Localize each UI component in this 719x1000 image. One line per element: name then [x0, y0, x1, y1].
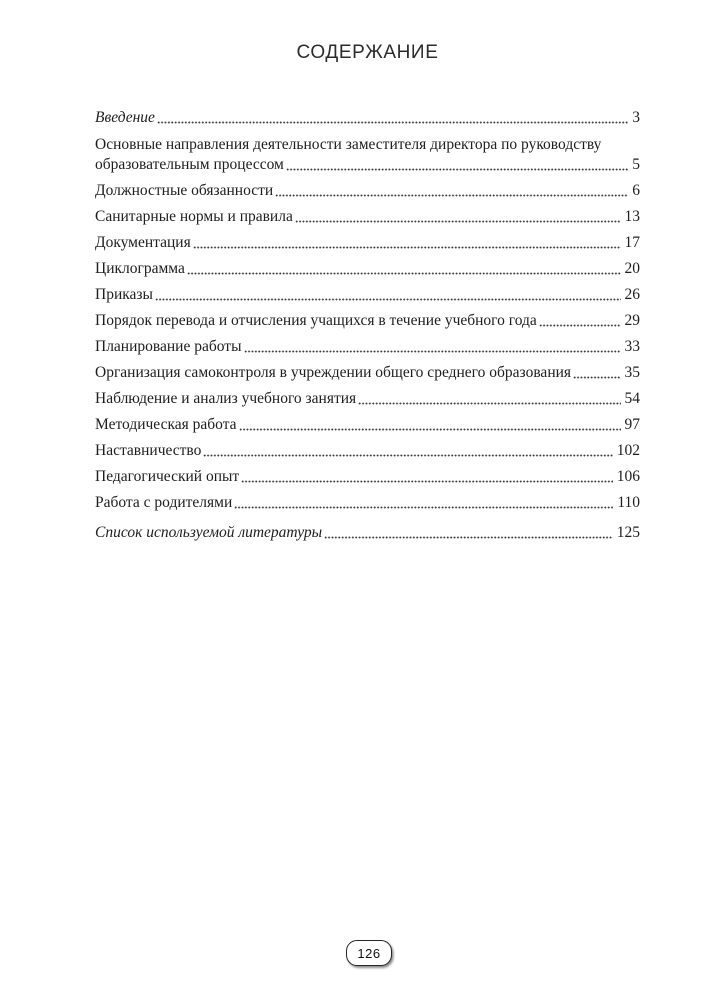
toc-entry-label: Организация самоконтроля в учреждении общего среднего образования	[95, 364, 572, 381]
toc-entry-label: Методическая работа	[95, 416, 237, 433]
toc-leader-dots	[155, 285, 621, 305]
toc-entry-page: 29	[624, 312, 640, 329]
toc-entry-label: Приказы	[95, 286, 153, 303]
toc-leader-dots	[193, 233, 621, 253]
toc-content	[95, 42, 640, 549]
toc-entry	[95, 389, 640, 409]
toc-entry	[95, 259, 640, 279]
toc-leader-dots	[324, 523, 613, 543]
toc-leader-dots	[573, 363, 620, 383]
toc-leader-dots	[244, 337, 621, 357]
toc-entry-page: 125	[616, 524, 640, 541]
toc-entry-label: Должностные обязанности	[95, 182, 274, 199]
toc-entry	[95, 135, 640, 175]
toc-entry	[95, 337, 640, 357]
toc-entry-page: 6	[632, 182, 640, 199]
toc-entry-page: 5	[632, 156, 640, 173]
toc-entry-line2	[95, 155, 640, 175]
toc-entry-label: Педагогический опыт	[95, 468, 240, 485]
toc-entry-page: 3	[632, 109, 640, 126]
toc-entry-page: 110	[617, 494, 640, 511]
toc-leader-dots	[358, 389, 620, 409]
toc-leader-dots	[157, 108, 628, 128]
toc-entry	[95, 363, 640, 383]
toc-entry	[95, 233, 640, 253]
toc-entry-page: 54	[624, 390, 640, 407]
toc-entry	[95, 311, 640, 331]
toc-entry-label: Наставничество	[95, 442, 202, 459]
toc-entry-label: Планирование работы	[95, 338, 242, 355]
toc-entry-page: 20	[624, 260, 640, 277]
toc-entry-label: Санитарные нормы и правила	[95, 208, 293, 225]
toc-entry	[95, 207, 640, 227]
toc-entry	[95, 285, 640, 305]
toc-entry	[95, 181, 640, 201]
toc-entry-page: 35	[624, 364, 640, 381]
toc-leader-dots	[286, 155, 628, 175]
toc-leader-dots	[239, 415, 621, 435]
toc-leader-dots	[241, 467, 613, 487]
toc-entry-label-continued: образовательным процессом	[95, 156, 284, 173]
toc-entry-page: 17	[624, 234, 640, 251]
toc-leader-dots	[203, 441, 612, 461]
toc-entry-label: Документация	[95, 234, 191, 251]
toc-entry-label: Порядок перевода и отчисления учащихся в течение учебного года	[95, 312, 537, 329]
toc-list	[95, 108, 640, 543]
toc-entry	[95, 441, 640, 461]
toc-entry-label: Работа с родителями	[95, 494, 233, 511]
page-number-badge	[346, 940, 392, 966]
toc-entry	[95, 108, 640, 128]
toc-entry-label: Наблюдение и анализ учебного занятия	[95, 390, 357, 407]
page-number: 126	[357, 945, 381, 961]
toc-entry-page: 33	[624, 338, 640, 355]
toc-entry-label: Циклограмма	[95, 260, 185, 277]
toc-title: СОДЕРЖАНИЕ	[296, 42, 439, 63]
toc-entry-page: 13	[624, 208, 640, 225]
toc-leader-dots	[539, 311, 621, 331]
toc-leader-dots	[295, 207, 621, 227]
toc-entry	[95, 415, 640, 435]
toc-leader-dots	[234, 493, 613, 513]
toc-leader-dots	[275, 181, 628, 201]
toc-entry-page: 26	[624, 286, 640, 303]
toc-entry-label: Введение	[95, 109, 155, 126]
toc-leader-dots	[187, 259, 621, 279]
toc-entry-label: Основные направления деятельности заместителя директора по руководству	[95, 136, 602, 153]
toc-entry-page: 106	[616, 468, 640, 485]
toc-entry-page: 97	[624, 416, 640, 433]
toc-entry-label: Список используемой литературы	[95, 524, 323, 541]
toc-entry	[95, 493, 640, 513]
toc-entry	[95, 523, 640, 543]
toc-entry	[95, 467, 640, 487]
toc-entry-page: 102	[616, 442, 640, 459]
